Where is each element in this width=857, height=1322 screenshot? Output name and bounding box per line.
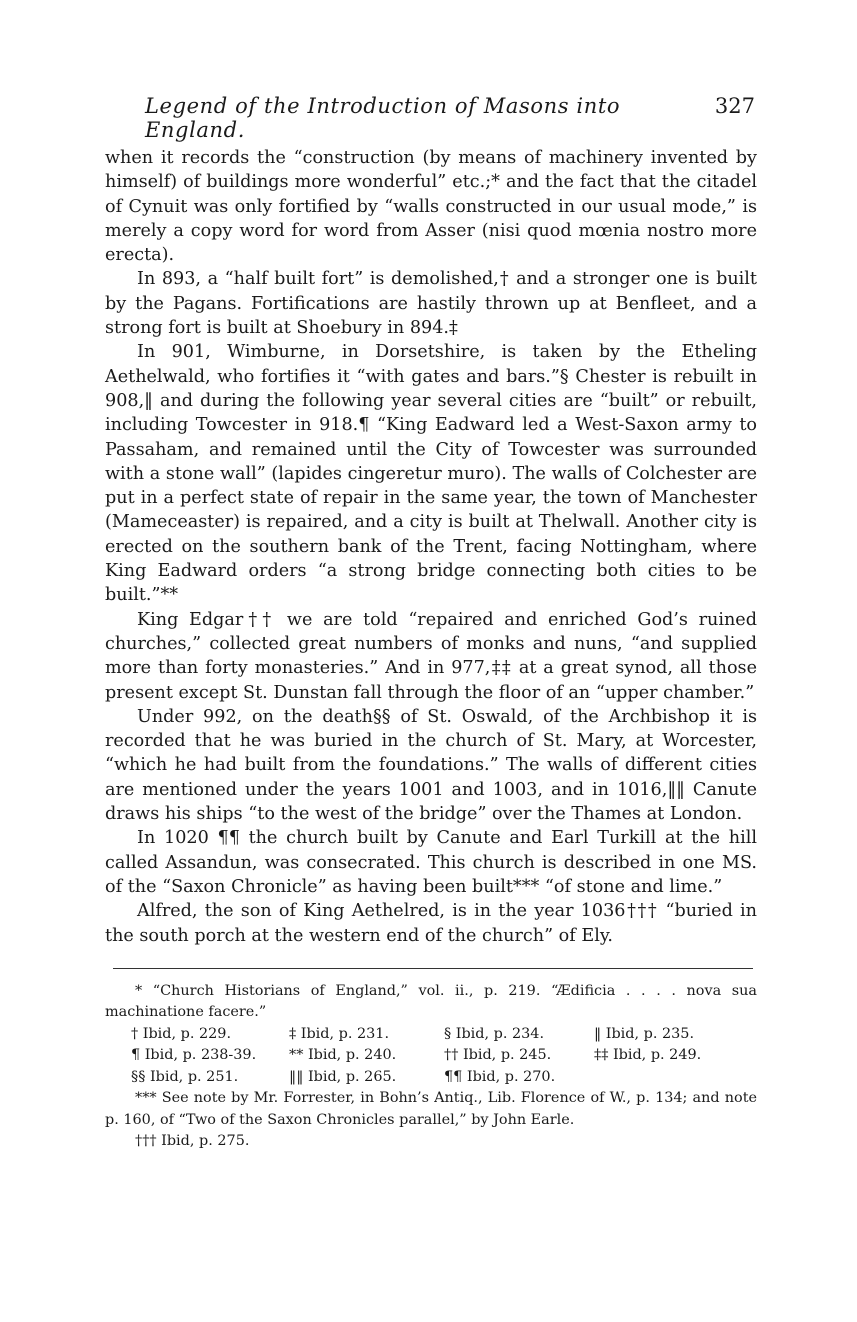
footnote: ¶¶ Ibid, p. 270.: [444, 1068, 556, 1085]
running-title: Legend of the Introduction of Masons into England.: [145, 94, 621, 142]
footnote: ‡‡ Ibid, p. 249.: [594, 1047, 702, 1064]
footnote: § Ibid, p. 234.: [444, 1025, 545, 1042]
footnote: ‖‖ Ibid, p. 265.: [289, 1068, 397, 1085]
footnote: ‡ Ibid, p. 231.: [289, 1025, 390, 1042]
paragraph: In 893, a “half built fort” is demolished,† and a stronger one is built by the Pagans. Fortifications are hastily thrown up at Benfleet, and a strong fort is built at Shoebury in 894.‡: [105, 269, 757, 339]
footnote: ‖ Ibid, p. 235.: [594, 1025, 695, 1042]
footnote-divider: [113, 968, 753, 969]
footnote: ††† Ibid, p. 275.: [135, 1133, 250, 1150]
footnote-row: [105, 1045, 757, 1067]
footnote: † Ibid, p. 229.: [131, 1025, 232, 1042]
paragraph: In 1020 ¶¶ the church built by Canute and Earl Turkill at the hill called Assandun, was consecrated. This church is described in one MS. of the “Saxon Chronicle” as having been built*** “of stone and lime.”: [105, 828, 757, 897]
footnote: ¶ Ibid, p. 238-39.: [131, 1047, 257, 1064]
main-text: [105, 146, 757, 948]
paragraph: King Edgar†† we are told “repaired and enriched God’s ruined churches,” collected great numbers of monks and nuns, “and supplied more than forty monasteries.” And in 977,‡‡ at a great synod, all those present except St. Dunstan fall through the floor of an “upper chamber.”: [105, 609, 757, 703]
footnote-row: [105, 1067, 757, 1089]
paragraph: Under 992, on the death§§ of St. Oswald, of the Archbishop it is recorded that he was buried in the church of St. Mary, at Worcester, “which he had built from the foundations.” The walls of different cities are mentioned under the years 1001 and 1003, and in 1016,‖‖ Canute draws his ships “to the west of the bridge” over the Thames at London.: [105, 706, 757, 825]
paragraph: when it records the “construction (by means of machinery invented by himself) of buildings more wonderful” etc.;* and the fact that the citadel of Cynuit was only fortified by “walls constructed in our usual mode,” is merely a copy word for word from Asser (nisi quod mœnia nostro more erecta).: [105, 148, 757, 266]
running-header: [145, 94, 755, 142]
footnote: ** Ibid, p. 240.: [289, 1047, 397, 1064]
paragraph: In 901, Wimburne, in Dorsetshire, is taken by the Etheling Aethelwald, who fortifies it “with gates and bars.”§ Chester is rebuilt in 908,‖ and during the following year several cities are “built” or rebuilt, including Towcester in 918.¶ “King Eadward led a West-Saxon army to Passaham, and remained until the City of Towcester was surrounded with a stone wall” (lapides cingeretur muro). The walls of Colchester are put in a perfect state of repair in the same year, the town of Manchester (Mameceaster) is repaired, and a city is built at Thelwall. Another city is erected on the southern bank of the Trent, facing Nottingham, where King Eadward orders “a strong bridge connecting both cities to be built.”**: [105, 342, 757, 606]
footnote: †† Ibid, p. 245.: [444, 1047, 552, 1064]
footnote: §§ Ibid, p. 251.: [131, 1068, 239, 1085]
paragraph: Alfred, the son of King Aethelred, is in the year 1036††† “buried in the south porch at the western end of the church” of Ely.: [105, 901, 757, 946]
footnote-row: [105, 1024, 757, 1046]
footnote: *** See note by Mr. Forrester, in Bohn’s Antiq., Lib. Florence of W., p. 134; and note p. 160, of “Two of the Saxon Chronicles parallel,” by John Earle.: [105, 1090, 757, 1128]
page-number: 327: [714, 94, 755, 118]
footnotes: [105, 981, 757, 1153]
footnote: * “Church Historians of England,” vol. ii., p. 219. “Ædificia . . . . nova sua machinatione facere.”: [105, 982, 757, 1021]
